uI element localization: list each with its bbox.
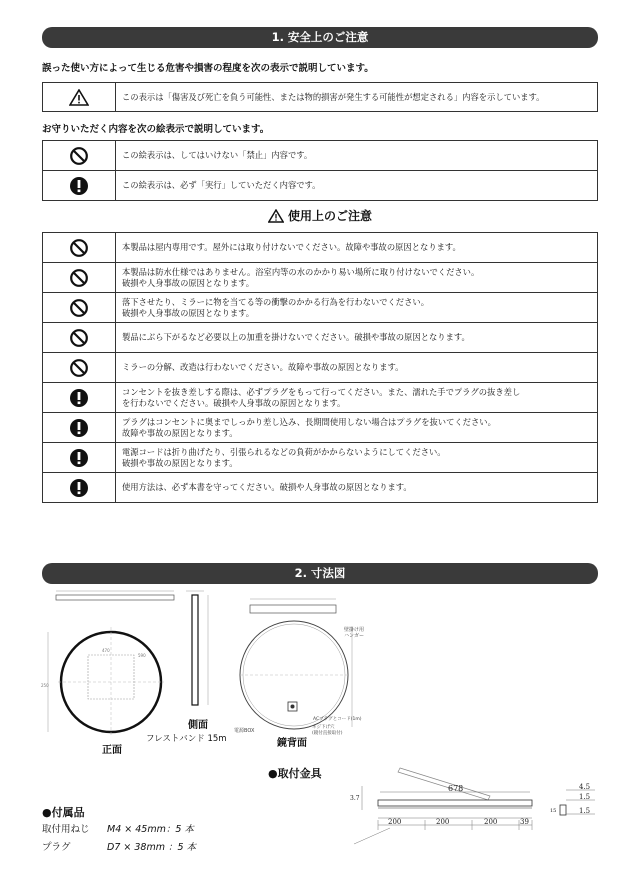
- usage-caution-title: 使用上のご注意: [287, 209, 372, 223]
- legend-row: [43, 171, 598, 201]
- prohibited-icon: [69, 358, 89, 378]
- usage-caution-row: [43, 323, 598, 353]
- usage-caution-line: 本製品は防水仕様ではありません。浴室内等の水のかかり易い場所に取り付けないでください。: [122, 266, 480, 277]
- prohibited-icon-cell: [43, 141, 116, 171]
- usage-icon-cell: [43, 263, 116, 293]
- usage-caution-text: [116, 233, 598, 263]
- legend-mandatory-text: この絵表示は、必ず「実行」していただく内容です。: [116, 171, 598, 201]
- usage-caution-line: プラグはコンセントに奥までしっかり差し込み、長期間使用しない場合はプラグを抜いてください。: [122, 416, 496, 427]
- safety-section-title: 1. 安全上のご注意: [42, 27, 598, 48]
- mandatory-icon-cell: [43, 171, 116, 201]
- usage-caution-row: [43, 353, 598, 383]
- usage-caution-heading: [0, 207, 640, 224]
- usage-caution-row: [43, 233, 598, 263]
- usage-icon-cell: [43, 293, 116, 323]
- accessory-row: [42, 839, 196, 853]
- back-view-label: 鏡背面: [277, 738, 307, 749]
- usage-caution-text: [116, 383, 598, 413]
- mandatory-icon: [69, 448, 89, 468]
- front-height-dim: 250: [41, 683, 49, 688]
- warning-triangle-icon: [268, 209, 284, 223]
- usage-caution-row: [43, 413, 598, 443]
- usage-caution-text: [116, 413, 598, 443]
- usage-icon-cell: [43, 353, 116, 383]
- usage-caution-line: 破損や事故の原因となります。: [122, 457, 238, 468]
- usage-icon-cell: [43, 443, 116, 473]
- usage-caution-line: ミラーの分解、改造は行わないでください。故障や事故の原因となります。: [122, 362, 404, 372]
- usage-caution-row: [43, 293, 598, 323]
- bracket-height-dim: 3.7: [350, 795, 360, 802]
- usage-icon-cell: [43, 233, 116, 263]
- bracket-seg-3: 200: [484, 818, 498, 826]
- side-view-drawing: [180, 587, 228, 717]
- bracket-tab-dim: 15: [550, 808, 557, 814]
- legend-prohibited-text: この絵表示は、してはいけない「禁止」内容です。: [116, 141, 598, 171]
- usage-caution-text: [116, 353, 598, 383]
- usage-caution-line: 破損や人身事故の原因となります。: [122, 307, 255, 318]
- front-view-label: 正面: [102, 745, 122, 756]
- bracket-length-dim: 678: [448, 784, 464, 793]
- bracket-right-dim-3: 1.5: [579, 807, 591, 815]
- back-cord-note: ACプラグとコード(1m): [313, 717, 362, 722]
- bracket-right-dim-1: 4.5: [579, 783, 591, 791]
- warning-description: この表示は「傷害及び死亡を負う可能性、または物的損害が発生する可能性が想定される」内容を示しています。: [116, 83, 598, 112]
- usage-icon-cell: [43, 383, 116, 413]
- usage-caution-line: 本製品は屋内専用です。屋外には取り付けないでください。故障や事故の原因となります。: [122, 242, 461, 252]
- accessory-spec: D7 × 38mm ：5 本: [107, 842, 197, 853]
- safety-intro-symbols: お守りいただく内容を次の絵表示で説明しています。: [42, 124, 270, 135]
- bracket-seg-2: 200: [436, 818, 450, 826]
- mandatory-icon: [69, 418, 89, 438]
- prohibited-icon: [69, 298, 89, 318]
- legend-row: [43, 141, 598, 171]
- usage-caution-line: 破損や人身事故の原因となります。: [122, 277, 255, 288]
- usage-caution-table: [42, 232, 598, 503]
- prohibited-icon: [69, 328, 89, 348]
- usage-caution-text: [116, 323, 598, 353]
- bracket-drawing: [350, 762, 600, 872]
- usage-caution-line: 故障や事故の原因となります。: [122, 427, 238, 438]
- front-view-drawing: [38, 587, 178, 737]
- front-width-dim: 470: [102, 648, 110, 653]
- usage-icon-cell: [43, 323, 116, 353]
- prohibited-icon: [69, 146, 89, 166]
- back-power-note: 電源BOX: [234, 728, 255, 734]
- side-view-note: フレストバンド 15m: [146, 734, 227, 744]
- usage-caution-line: 落下させたり、ミラーに物を当てる等の衝撃のかかる行為を行わないでください。: [122, 296, 429, 307]
- usage-caution-line: 製品にぶら下がるなど必要以上の加重を掛けないでください。破損や事故の原因となります。: [122, 332, 470, 342]
- symbol-legend-table: [42, 140, 598, 201]
- dimensions-section-title: 2. 寸法図: [42, 563, 598, 584]
- usage-caution-line: コンセントを抜き差しする際は、必ずプラグをもって行ってください。また、濡れた手でプラグの抜き差し: [122, 386, 521, 397]
- prohibited-icon: [69, 238, 89, 258]
- side-view-label: 側面: [188, 720, 208, 731]
- usage-caution-row: [43, 383, 598, 413]
- warning-triangle-icon: [69, 89, 89, 106]
- bracket-seg-1: 200: [388, 818, 402, 826]
- usage-caution-text: [116, 263, 598, 293]
- usage-icon-cell: [43, 473, 116, 503]
- accessories-title: ●付属品: [42, 806, 85, 819]
- usage-caution-row: [43, 443, 598, 473]
- mandatory-icon: [69, 478, 89, 498]
- usage-caution-line: を行わないでください。破損や人身事故の原因となります。: [122, 397, 346, 408]
- warning-icon-cell: [43, 83, 116, 112]
- usage-caution-text: [116, 293, 598, 323]
- usage-caution-text: [116, 473, 598, 503]
- back-switch-note: ネジ下げ穴 (鏡付直接取付): [312, 725, 343, 736]
- mandatory-icon: [69, 388, 89, 408]
- mandatory-icon: [69, 176, 89, 196]
- warning-row: [43, 83, 598, 112]
- prohibited-icon: [69, 268, 89, 288]
- usage-caution-line: 電源コードは折り曲げたり、引張られるなどの負荷がかからないようにしてください。: [122, 446, 446, 457]
- safety-intro-severity: 誤った使い方によって生じる危害や損害の程度を次の表示で説明しています。: [42, 63, 374, 74]
- back-hanger-note: 壁掛け用 ハンガー: [344, 627, 365, 639]
- usage-caution-row: [43, 473, 598, 503]
- accessory-spec: M4 × 45mm：5 本: [107, 824, 194, 835]
- warning-symbol-table: [42, 82, 598, 112]
- accessory-name: プラグ: [42, 842, 71, 853]
- usage-caution-line: 使用方法は、必ず本書を守ってください。破損や人身事故の原因となります。: [122, 482, 412, 492]
- usage-caution-row: [43, 263, 598, 293]
- bracket-right-dim-2: 1.5: [579, 793, 591, 801]
- back-view-drawing: [232, 587, 367, 737]
- usage-caution-text: [116, 443, 598, 473]
- accessory-name: 取付用ねじ: [42, 824, 90, 835]
- bracket-seg-4: 39: [520, 818, 529, 826]
- front-side-dim: 590: [138, 653, 146, 658]
- usage-icon-cell: [43, 413, 116, 443]
- bracket-title: ●取付金具: [268, 767, 322, 780]
- accessory-row: [42, 821, 194, 835]
